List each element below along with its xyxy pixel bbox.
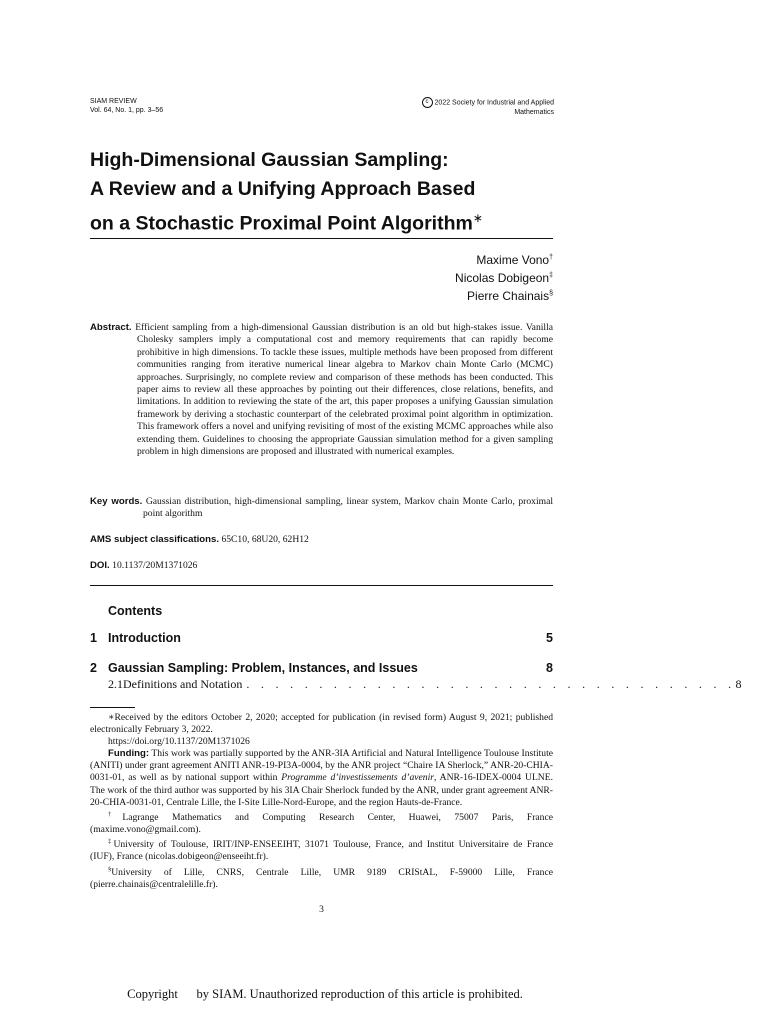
footnotes [90, 712, 553, 891]
toc-subsection[interactable] [108, 677, 742, 692]
toc-section-number: 2 [90, 661, 97, 675]
abstract-label: Abstract. [90, 322, 132, 333]
abstract-text: Efficient sampling from a high-dimensional Gaussian distribution is an old but high-stakes issue. Vanilla Cholesky samplers imply a computational cost and memory requirements that can rapidly become prohibitive in high dimensions. To tackle these issues, multiple methods have been proposed from different communities ranging from iterative numerical linear algebra to Markov chain Monte Carlo (MCMC) approaches. Surprisingly, no complete review and comparison of these methods has been conducted. This paper aims to review all these approaches by pointing out their differences, close relations, benefits, and limitations. In addition to reviewing the state of the art, this paper proposes a unifying Gaussian simulation framework by deriving a stochastic counterpart of the celebrated proximal point algorithm in optimization. This framework offers a novel and unifying revisiting of most of the existing MCMC approaches while also extending them. Guidelines to choosing the appropriate Gaussian simulation method for a given sampling problem in high dimensions are proposed and illustrated with numerical examples. [135, 322, 553, 458]
ams-text: 65C10, 68U20, 62H12 [221, 534, 309, 545]
toc-section[interactable] [90, 661, 553, 675]
keywords [90, 496, 553, 521]
toc-section-page: 8 [546, 661, 553, 675]
author: Maxime Vono† [476, 253, 553, 267]
title-divider [90, 238, 553, 239]
copyright-icon: c [422, 97, 433, 108]
keywords-label: Key words. [90, 496, 143, 507]
author-list [380, 250, 553, 304]
title-line-3: on a Stochastic Proximal Point Algorithm [90, 212, 473, 235]
contents-divider [90, 585, 553, 586]
footnote-received: ∗Received by the editors October 2, 2020; accepted for publication (in revised form) August 9, 2021; published electronically February 3, 2022. [90, 712, 553, 736]
copyright-notice [384, 97, 554, 117]
author: Nicolas Dobigeon‡ [455, 271, 553, 285]
reproduction-notice: Copyright by SIAM. Unauthorized reproduction of this article is prohibited. [127, 987, 523, 1001]
toc-section[interactable] [90, 631, 553, 645]
journal-name: SIAM REVIEW [90, 98, 137, 105]
funding-label: Funding: [108, 748, 150, 760]
footnote-funding: Funding: This work was partially supported by the ANR-3IA Artificial and Natural Intelligence Toulouse Institute (ANITI) under grant agreement ANITI ANR-19-PI3A-0004, by the ANR project “Chaire IA Sherlock,” ANR-20-CHIA-0031-01, as well as by national support within Programme d’investissements d’avenir, ANR-16-IDEX-0004 ULNE. The work of the third author was supported by his 3IA Chair Sherlock funded by the ANR, under grant agreement ANR-20-CHIA-0031-01, Centrale Lille, the I-Site Lille-Nord-Europe, and the region Hauts-de-France. [90, 748, 553, 808]
author: Pierre Chainais§ [467, 289, 553, 303]
footnote-author-1: †Lagrange Mathematics and Computing Research Center, Huawei, 75007 Paris, France (maxime.vono@gmail.com). [90, 810, 553, 836]
toc-subsection-number: 2.1 [108, 677, 123, 691]
toc-section-number: 1 [90, 631, 97, 645]
toc-subsection-title: Definitions and Notation [123, 677, 243, 691]
ams-classifications [90, 534, 309, 546]
contents-heading: Contents [108, 604, 163, 618]
copyright-text: 2022 Society for Industrial and Applied Mathematics [434, 99, 554, 116]
paper-title [90, 146, 560, 239]
title-footnote-mark: ∗ [472, 211, 483, 225]
footnote-author-3: §University of Lille, CNRS, Centrale Lille, UMR 9189 CRIStAL, F-59000 Lille, France (pierre.chainais@centralelille.fr). [90, 865, 553, 890]
footnote-author-2: ‡University of Toulouse, IRIT/INP-ENSEEIHT, 31071 Toulouse, France, and Institut Universitaire de France (IUF), France (nicolas.dobigeon@enseeiht.fr). [90, 838, 554, 863]
doi [90, 560, 197, 572]
keywords-text: Gaussian distribution, high-dimensional sampling, linear system, Markov chain Monte Carlo, proximal point algorithm [143, 496, 554, 520]
doi-label: DOI. [90, 560, 110, 571]
footnote-doi-link[interactable]: https://doi.org/10.1137/20M1371026 [108, 736, 250, 748]
title-line-2: A Review and a Unifying Approach Based [90, 178, 476, 200]
journal-info [90, 97, 163, 115]
toc-leader-dots: . . . . . . . . . . . . . . . . . . . . . . . . . . . . . . . . . . [246, 677, 736, 691]
toc-section-title: Introduction [108, 631, 181, 645]
doi-text: 10.1137/20M1371026 [112, 560, 198, 571]
toc-section-title: Gaussian Sampling: Problem, Instances, and Issues [108, 661, 418, 675]
footnote-divider [90, 707, 135, 708]
toc-section-page: 5 [546, 631, 553, 645]
page-number: 3 [319, 904, 324, 915]
toc-subsection-page: 8 [735, 677, 742, 691]
ams-label: AMS subject classifications. [90, 534, 220, 545]
abstract [90, 322, 553, 458]
title-line-1: High-Dimensional Gaussian Sampling: [90, 149, 449, 171]
journal-volume: Vol. 64, No. 1, pp. 3–56 [90, 107, 164, 114]
